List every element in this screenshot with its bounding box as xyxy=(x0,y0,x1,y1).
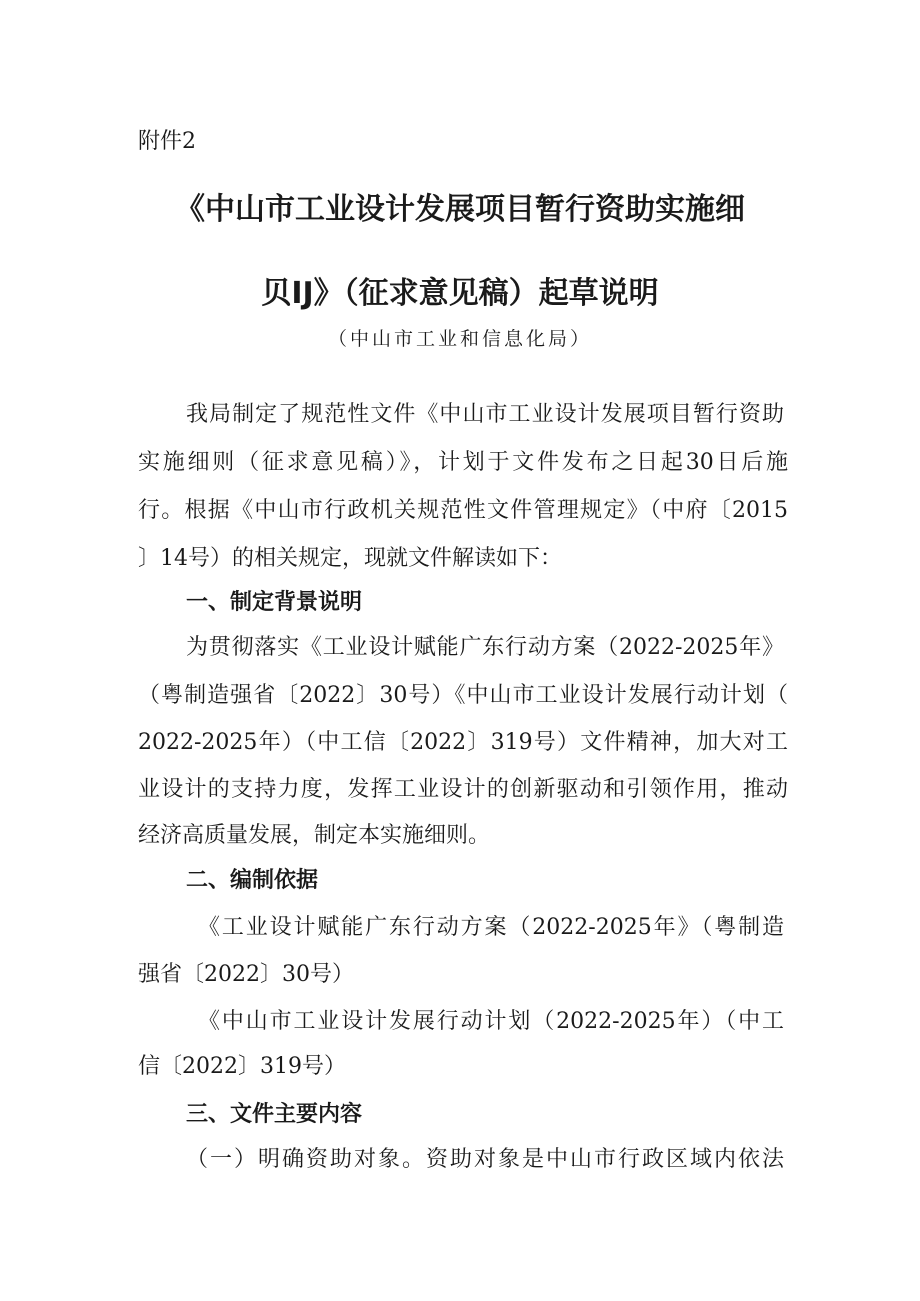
section-3-line-1: （一）明确资助对象。资助对象是中山市行政区域内依法 xyxy=(186,1147,784,1172)
section-3-heading: 三、文件主要内容 xyxy=(186,1102,363,1127)
section-1-line-5: 经济高质量发展，制定本实施细则。 xyxy=(138,823,491,848)
section-1-line-4: 业设计的支持力度，发挥工业设计的创新驱动和引领作用，推动 xyxy=(138,777,788,802)
intro-line-4: 〕14号）的相关规定，现就文件解读如下： xyxy=(138,546,562,571)
section-1-line-2: （粤制造强省〔2022〕30号）《中山市工业设计发展行动计划（ xyxy=(138,683,788,708)
issuing-agency: （中山市工业和信息化局） xyxy=(327,328,592,350)
section-2-line-3: 《中山市工业设计发展行动计划（2022-2025年）（中工 xyxy=(198,1009,784,1034)
document-title-line-2: 贝IJ》（征求意见稿）起草说明 xyxy=(261,276,659,311)
section-2-line-2: 强省〔2022〕30号） xyxy=(138,962,354,987)
intro-line-2: 实施细则（征求意见稿）》，计划于文件发布之日起30日后施 xyxy=(138,450,788,475)
section-1-line-1: 为贯彻落实《工业设计赋能广东行动方案（2022-2025年》 xyxy=(186,635,784,660)
section-2-heading: 二、编制依据 xyxy=(186,868,319,893)
intro-line-1: 我局制定了规范性文件《中山市工业设计发展项目暂行资助 xyxy=(186,402,784,427)
section-1-heading: 一、制定背景说明 xyxy=(186,590,363,615)
document-title-line-1: 《中山市工业设计发展项目暂行资助实施细 xyxy=(175,192,745,227)
intro-line-3: 行。根据《中山市行政机关规范性文件管理规定》（中府〔2015 xyxy=(138,498,788,523)
attachment-label: 附件2 xyxy=(138,129,196,154)
section-2-line-1: 《工业设计赋能广东行动方案（2022-2025年》（粤制造 xyxy=(198,915,784,940)
section-2-line-4: 信〔2022〕319号） xyxy=(138,1054,346,1079)
section-1-line-3: 2022-2025年）（中工信〔2022〕319号）文件精神，加大对工 xyxy=(138,730,788,755)
